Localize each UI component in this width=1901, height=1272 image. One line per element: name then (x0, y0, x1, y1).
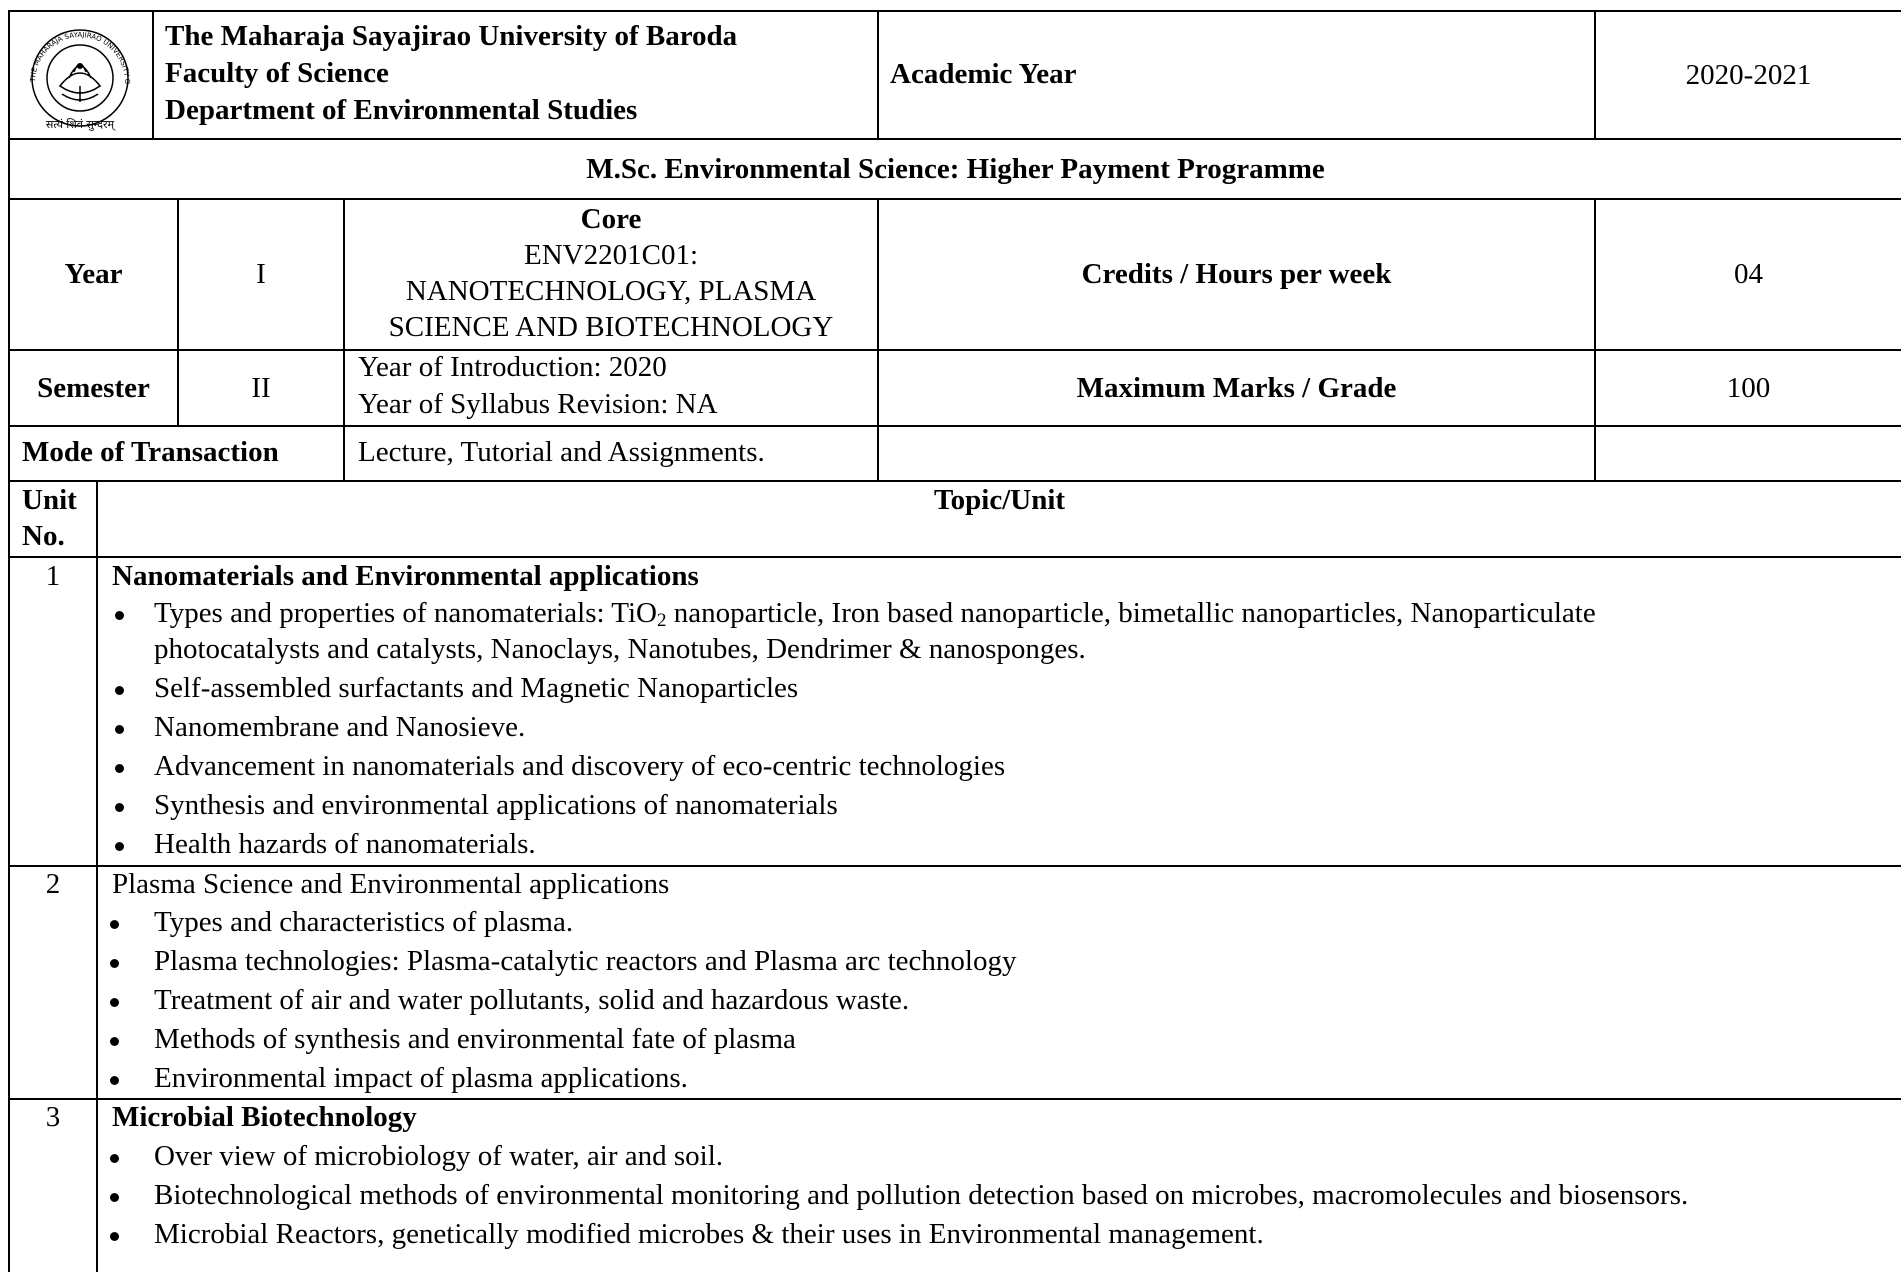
bullet-icon (115, 842, 124, 851)
bullet-icon (110, 1037, 119, 1046)
university-name: The Maharaja Sayajirao University of Baroda (165, 20, 738, 52)
academic-year-value: 2020-2021 (1685, 58, 1812, 91)
semester-value: II (251, 371, 271, 404)
unit-title: Microbial Biotechnology (112, 1101, 417, 1133)
svg-text:सत्यं शिवं सुन्दरम्: सत्यं शिवं सुन्दरम् (45, 118, 115, 131)
faculty-name: Faculty of Science (165, 57, 389, 89)
bullet-icon (110, 959, 119, 968)
unit-number: 1 (45, 560, 61, 592)
course-code: ENV2201C01: (524, 239, 698, 271)
bullet-icon (110, 1154, 119, 1163)
programme-title: M.Sc. Environmental Science: Higher Payment Programme (586, 152, 1325, 185)
credits-label: Credits / Hours per week (1081, 258, 1392, 290)
bullet-icon (115, 764, 124, 773)
revision-year: Year of Syllabus Revision: NA (358, 388, 718, 420)
course-title-line2: SCIENCE AND BIOTECHNOLOGY (388, 311, 834, 343)
bullet-icon (110, 1232, 119, 1241)
mode-value: Lecture, Tutorial and Assignments. (358, 436, 765, 468)
unit-number: 3 (45, 1101, 61, 1133)
course-type: Core (580, 203, 642, 235)
topic-unit-header: Topic/Unit (933, 484, 1066, 516)
semester-label: Semester (37, 371, 150, 404)
bullet-icon (115, 803, 124, 812)
course-info (345, 200, 877, 349)
course-title-line1: NANOTECHNOLOGY, PLASMA (405, 275, 817, 307)
unit-no-header-line1: Unit (22, 484, 77, 516)
university-logo (17, 16, 143, 132)
unit-title: Nanomaterials and Environmental applications (112, 560, 699, 592)
introduction-year: Year of Introduction: 2020 (358, 351, 667, 383)
year-value: I (256, 258, 266, 290)
unit-no-header-line2: No. (22, 520, 65, 552)
marks-value: 100 (1726, 371, 1771, 404)
bullet-icon (115, 611, 124, 620)
unit-number: 2 (45, 868, 61, 900)
svg-text:THE MAHARAJA SAYAJIRAO UNIVERS: THE MAHARAJA SAYAJIRAO UNIVERSITY O (28, 30, 132, 85)
bullet-icon (110, 1076, 119, 1085)
academic-year-label: Academic Year (890, 58, 1077, 90)
bullet-icon (115, 725, 124, 734)
mode-label: Mode of Transaction (22, 436, 279, 468)
year-label: Year (64, 258, 123, 290)
credits-value: 04 (1734, 258, 1763, 290)
department-name: Department of Environmental Studies (165, 94, 638, 126)
bullet-icon (110, 1193, 119, 1202)
bullet-icon (110, 920, 119, 929)
marks-label: Maximum Marks / Grade (1076, 371, 1397, 404)
unit-title: Plasma Science and Environmental applications (112, 868, 670, 900)
bullet-icon (115, 686, 124, 695)
bullet-icon (110, 998, 119, 1007)
